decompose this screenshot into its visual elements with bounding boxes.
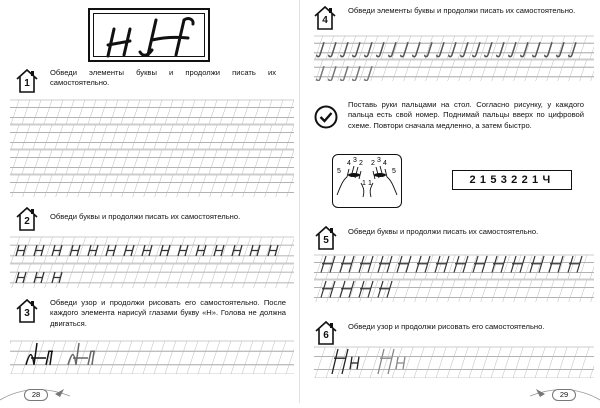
house-icon [314, 225, 338, 251]
exercise-number: 1 [15, 78, 39, 90]
finger-number: 5 [337, 168, 341, 175]
exercise-number: 6 [314, 330, 338, 342]
left-page [0, 0, 300, 403]
exercise-instruction: Обведи узор и продолжи рисовать его самостоятельно. После каждого элемента нарисуй глазами букву «Н». Голова не должна двигаться. [50, 298, 286, 329]
exercise-instruction: Обведи элементы буквы и продолжи писать их самостоятельно. [348, 6, 582, 16]
letter-title-box [88, 8, 210, 62]
exercise-instruction: Обведи буквы и продолжи писать их самостоятельно. [348, 227, 582, 237]
finger-number: 5 [392, 168, 396, 175]
handwriting-lines-4 [314, 33, 594, 81]
checkmark-icon [314, 105, 338, 129]
finger-number: 4 [347, 160, 351, 167]
house-icon [314, 320, 338, 346]
exercise-number: 5 [314, 235, 338, 247]
house-icon [15, 298, 39, 324]
finger-number: 1 [368, 180, 372, 187]
exercise-number: 3 [15, 308, 39, 320]
exercise-instruction: Обведи буквы и продолжи писать их самостоятельно. [50, 212, 280, 222]
hands-diagram [332, 154, 402, 208]
finger-number: 3 [353, 157, 357, 164]
title-letters-drawing [90, 10, 212, 64]
finger-number: 3 [377, 157, 381, 164]
finger-number: 2 [359, 160, 363, 167]
exercise-instruction: Обведи элементы буквы и продолжи писать их самостоятельно. [50, 68, 276, 89]
exercise-number: 2 [15, 216, 39, 228]
finger-number: 2 [371, 160, 375, 167]
pattern-lines [10, 338, 294, 374]
exercise-instruction: Поставь руки пальцами на стол. Согласно рисунку, у каждого пальца есть свой номер. Поднимай пальцы вверх по цифровой схеме. Повтори сначала медленно, а затем быстро. [348, 100, 584, 131]
exercise-instruction: Обведи узор и продолжи рисовать его самостоятельно. [348, 322, 582, 332]
pattern-lines-6 [314, 344, 594, 378]
finger-sequence-box: 2153221Ч [452, 170, 572, 190]
finger-number: 1 [362, 180, 366, 187]
house-icon [15, 206, 39, 232]
house-icon [313, 5, 337, 31]
handwriting-lines-1 [10, 97, 294, 197]
handwriting-lines-5 [314, 252, 594, 302]
finger-number: 4 [383, 160, 387, 167]
right-page [300, 0, 600, 403]
page-number: 29 [552, 389, 576, 401]
page-number: 28 [24, 389, 48, 401]
handwriting-lines-2 [10, 234, 294, 288]
exercise-number: 4 [313, 15, 337, 27]
house-icon [15, 68, 39, 94]
